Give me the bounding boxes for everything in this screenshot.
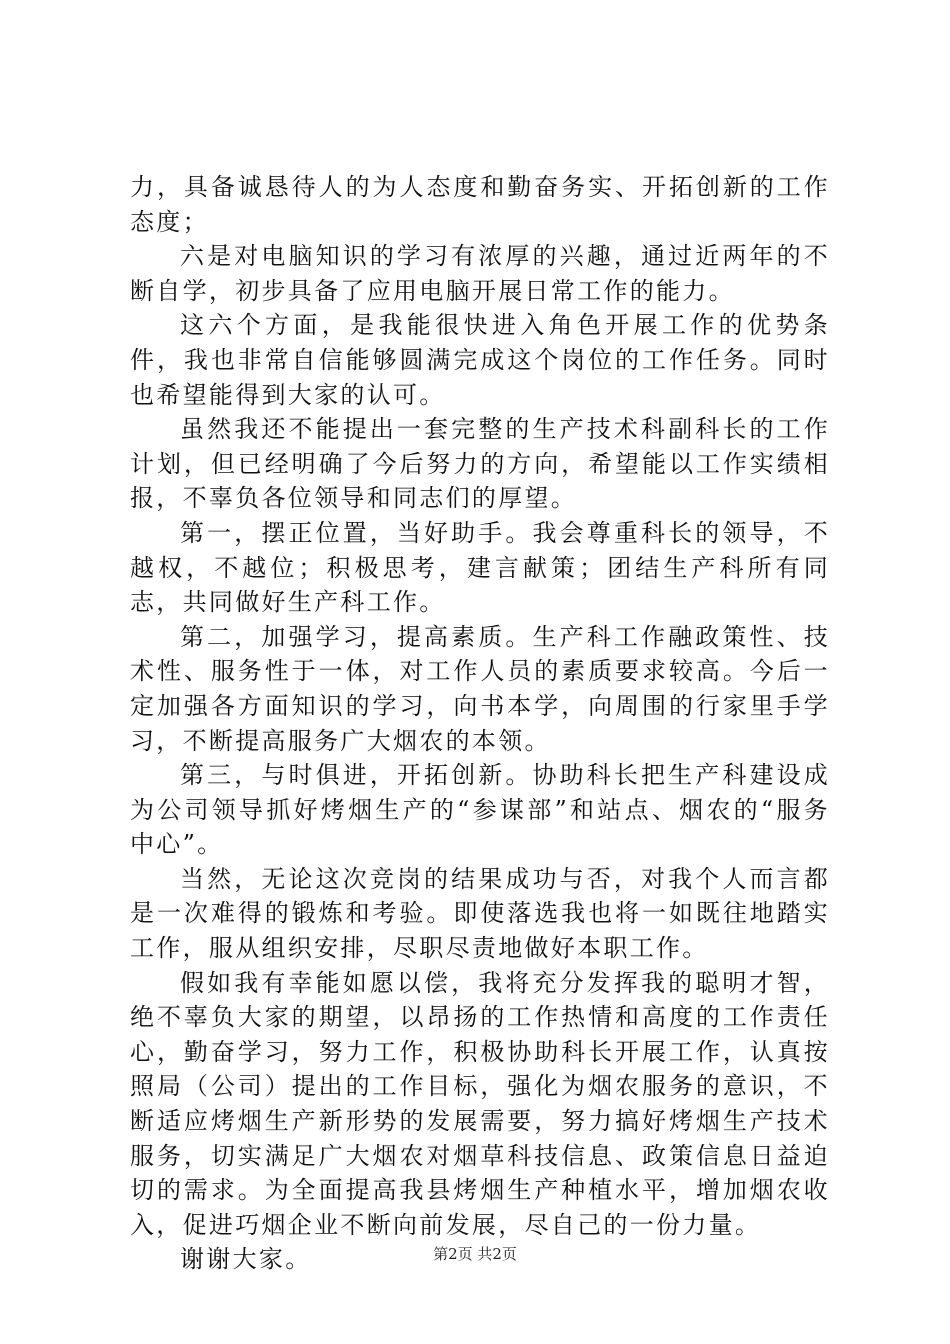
paragraph-7: 第三，与时俱进，开拓创新。协助科长把生产科建设成为公司领导抓好烤烟生产的“参谋部”和站点、烟农的“服务中心”。 [130, 761, 830, 859]
paragraph-1: 力，具备诚恳待人的为人态度和勤奋务实、开拓创新的工作态度； [130, 173, 830, 236]
paragraph-6: 第二，加强学习，提高素质。生产科工作融政策性、技术性、服务性于一体，对工作人员的素质要求较高。今后一定加强各方面知识的学习，向书本学，向周围的行家里手学习，不断提高服务广大烟农的本领。 [130, 622, 830, 755]
paragraph-2: 六是对电脑知识的学习有浓厚的兴趣，通过近两年的不断自学，初步具备了应用电脑开展日常工作的能力。 [130, 242, 830, 305]
paragraph-9: 假如我有幸能如愿以偿，我将充分发挥我的聪明才智，绝不辜负大家的期望，以昂扬的工作热情和高度的工作责任心，勤奋学习，努力工作，积极协助科长开展工作，认真按照局（公司）提出的工作目标，强化为烟农服务的意识，不断适应烤烟生产新形势的发展需要，努力搞好烤烟生产技术服务，切实满足广大烟农对烟草科技信息、政策信息日益迫切的需求。为全面提高我县烤烟生产种植水平，增加烟农收入，促进巧烟企业不断向前发展，尽自己的一份力量。 [130, 968, 830, 1239]
document-body [130, 170, 830, 1277]
paragraph-8: 当然，无论这次竞岗的结果成功与否，对我个人而言都是一次难得的锻炼和考验。即使落选我也将一如既往地踏实工作，服从组织安排，尽职尽责地做好本职工作。 [130, 864, 830, 963]
page-footer: 第2页 共2页 [433, 1245, 517, 1263]
paragraph-3: 这六个方面，是我能很快进入角色开展工作的优势条件，我也非常自信能够圆满完成这个岗位的工作任务。同时也希望能得到大家的认可。 [130, 311, 830, 409]
paragraph-5: 第一，摆正位置，当好助手。我会尊重科长的领导，不越权，不越位；积极思考，建言献策；团结生产科所有同志，共同做好生产科工作。 [130, 518, 830, 617]
paragraph-4: 虽然我还不能提出一套完整的生产技术科副科长的工作计划，但已经明确了今后努力的方向，希望能以工作实绩相报，不辜负各位领导和同志们的厚望。 [130, 415, 830, 513]
paragraph-10: 谢谢大家。 [180, 1245, 312, 1274]
